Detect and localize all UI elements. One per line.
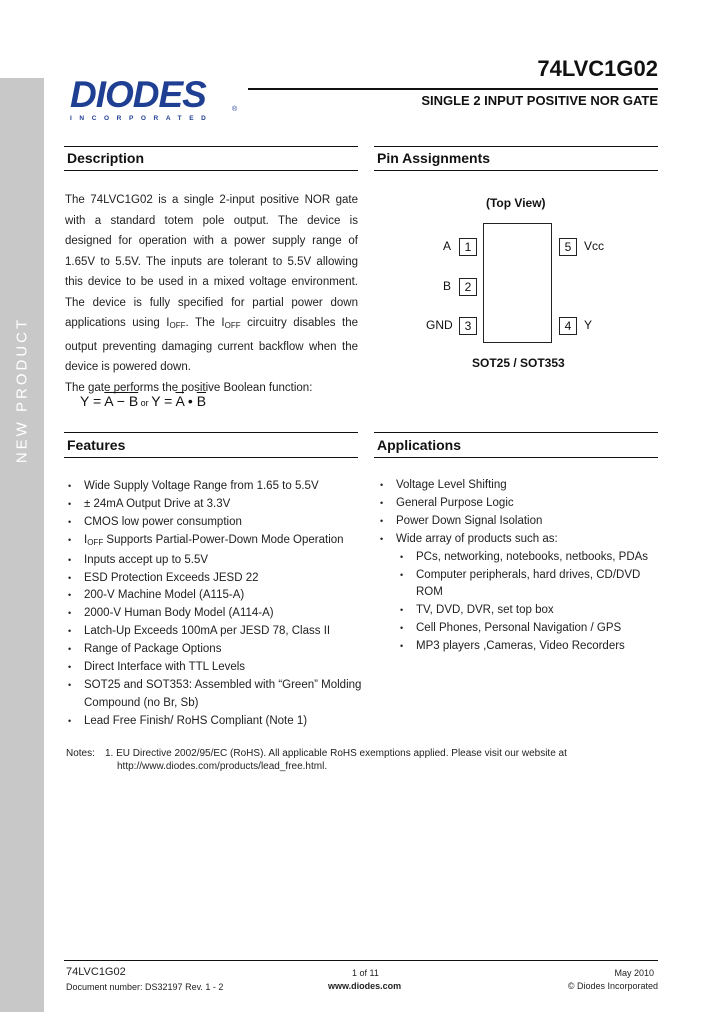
- description-paragraph: The 74LVC1G02 is a single 2-input positive NOR gate with a standard totem pole output. The device is designed for operation with a power supply range of 1.65V to 5.5V. The inputs are tolerant to 5.5V allowing this device to be used in a mixed voltage environment. The device is fully specified for partial power down applications using $I_{OFF}$. The $I_{OFF}$ circuitry disables the output preventing damaging current backflow when the device is powered down.: [65, 194, 359, 373]
- list-item: • $I_{OFF}$ Supports Partial-Power-Down Mode Operation: [64, 532, 364, 552]
- pin-label-a: A: [443, 239, 452, 253]
- boolean-intro: The gate performs the positive Boolean function:: [65, 381, 313, 394]
- header-divider: [248, 88, 658, 90]
- part-subtitle: SINGLE 2 INPUT POSITIVE NOR GATE: [421, 93, 658, 108]
- pin-label-vcc: Vcc: [584, 239, 605, 253]
- pin-number-2: 2: [459, 278, 477, 296]
- list-item: • MP3 players ,Cameras, Video Recorders: [376, 638, 666, 656]
- list-item: • Latch-Up Exceeds 100mA per JESD 78, Class II: [64, 623, 364, 641]
- list-item: • Power Down Signal Isolation: [376, 513, 666, 531]
- applications-top-rule: [374, 432, 658, 433]
- description-text: [65, 190, 358, 398]
- list-item: • Direct Interface with TTL Levels: [64, 659, 364, 677]
- list-item: • Lead Free Finish/ RoHS Compliant (Note 1): [64, 713, 364, 731]
- list-item: • Cell Phones, Personal Navigation / GPS: [376, 620, 666, 638]
- footer-page-number: 1 of 11: [352, 968, 379, 978]
- footer-divider: [64, 960, 658, 961]
- features-list: [64, 478, 364, 731]
- part-number-title: 74LVC1G02: [537, 56, 658, 81]
- list-item: • Wide Supply Voltage Range from 1.65 to 5.5V: [64, 478, 364, 496]
- pin-assign-heading: Pin Assignments: [377, 150, 491, 166]
- list-item: • ESD Protection Exceeds JESD 22: [64, 570, 364, 588]
- boolean-formula: $Y = \overline{A} - \overline{B}$ or $Y = \overline{A}$ • $\overline{B}$: [80, 393, 207, 409]
- notes-line-2: http://www.diodes.com/products/lead_free.html.: [117, 761, 328, 772]
- registered-mark: ®: [232, 106, 238, 113]
- pin-label-gnd: GND: [426, 318, 453, 332]
- pin-number-5: 5: [559, 238, 577, 256]
- pin-assign-top-rule: [374, 146, 658, 147]
- list-item: • Wide array of products such as:: [376, 531, 666, 549]
- description-bottom-rule: [64, 170, 358, 171]
- notes-label: Notes:: [66, 748, 95, 759]
- features-bottom-rule: [64, 457, 358, 458]
- features-top-rule: [64, 432, 358, 433]
- pin-label-b: B: [443, 279, 452, 293]
- description-top-rule: [64, 146, 358, 147]
- notes-line-1: 1. EU Directive 2002/95/EC (RoHS). All applicable RoHS exemptions applied. Please visit our website at: [105, 748, 567, 759]
- footer-copyright: © Diodes Incorporated: [567, 981, 658, 991]
- chip-package: [483, 223, 552, 343]
- list-item: • PCs, networking, notebooks, netbooks, PDAs: [376, 549, 666, 567]
- applications-bottom-rule: [374, 457, 658, 458]
- footer-doc-number: Document number: DS32197 Rev. 1 - 2: [66, 982, 224, 992]
- list-item: • ± 24mA Output Drive at 3.3V: [64, 496, 364, 514]
- logo-wordmark: DIODES: [70, 74, 206, 115]
- pin-assign-bottom-rule: [374, 170, 658, 171]
- list-item: • TV, DVD, DVR, set top box: [376, 602, 666, 620]
- list-item: • 2000-V Human Body Model (A114-A): [64, 605, 364, 623]
- side-banner: [0, 78, 44, 1012]
- list-item: • Range of Package Options: [64, 641, 364, 659]
- logo-tagline: INCORPORATED: [70, 115, 214, 122]
- pin-number-3: 3: [459, 317, 477, 335]
- list-item: • 200-V Machine Model (A115-A): [64, 587, 364, 605]
- list-item: • General Purpose Logic: [376, 495, 666, 513]
- top-view-label: (Top View): [486, 196, 546, 210]
- applications-list: [376, 477, 666, 656]
- applications-heading: Applications: [377, 437, 462, 453]
- diodes-logo: [70, 76, 245, 126]
- pin-label-y: Y: [584, 318, 593, 332]
- list-item: • SOT25 and SOT353: Assembled with “Green” Molding Compound (no Br, Sb): [64, 677, 364, 713]
- features-heading: Features: [67, 437, 126, 453]
- footer-part-number: 74LVC1G02: [66, 966, 126, 978]
- list-item: • Computer peripherals, hard drives, CD/DVD ROM: [376, 567, 666, 603]
- footer-website: www.diodes.com: [328, 981, 402, 991]
- list-item: • Inputs accept up to 5.5V: [64, 552, 364, 570]
- description-heading: Description: [67, 150, 145, 166]
- side-banner-label: NEW PRODUCT: [13, 316, 31, 464]
- pin-number-1: 1: [459, 238, 477, 256]
- list-item: • Voltage Level Shifting: [376, 477, 666, 495]
- pin-number-4: 4: [559, 317, 577, 335]
- footer-date: May 2010: [614, 968, 654, 978]
- list-item: • CMOS low power consumption: [64, 514, 364, 532]
- package-label: SOT25 / SOT353: [472, 356, 565, 370]
